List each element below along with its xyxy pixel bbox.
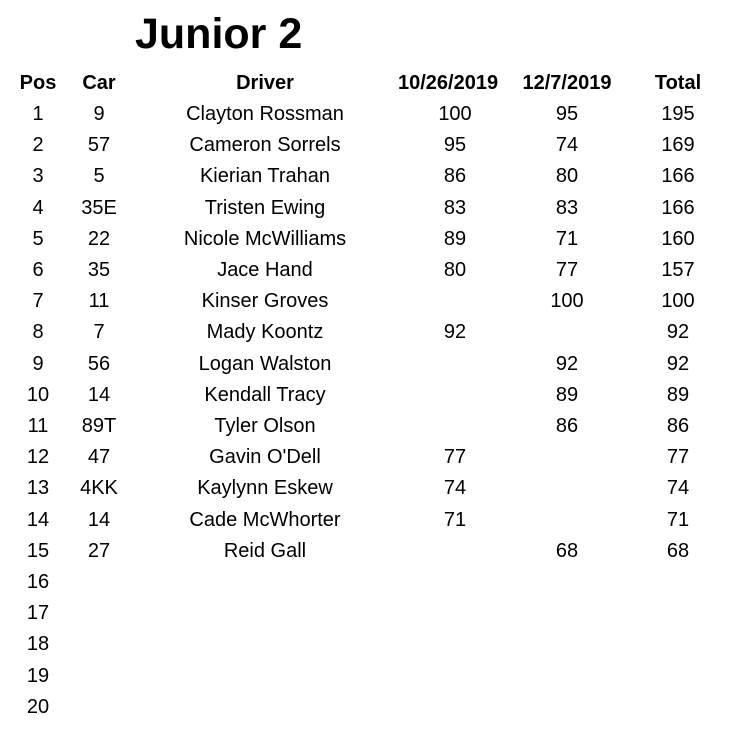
cell-date-2-points [512, 473, 622, 504]
cell-driver: Kierian Trahan [199, 165, 331, 188]
cell-date-2-points: 77 [555, 259, 579, 281]
cell-driver: Kinser Groves [201, 290, 329, 313]
cell-car [68, 692, 130, 723]
cell-driver: Kendall Tracy [204, 383, 326, 406]
cell-driver: Logan Walston [198, 352, 332, 375]
cell-car: 35E [81, 196, 117, 219]
table-row [0, 661, 733, 692]
table-row [0, 567, 733, 598]
page-title: Junior 2 [135, 10, 303, 58]
cell-date-2-points: 86 [555, 415, 579, 437]
cell-date-1-points: 89 [443, 227, 467, 250]
cell-date-1-points [398, 411, 512, 442]
table-row [0, 536, 733, 567]
table-row [0, 411, 733, 442]
cell-pos: 11 [27, 415, 49, 437]
cell-total [622, 567, 733, 598]
cell-car: 22 [87, 227, 111, 250]
cell-date-1-points [398, 536, 512, 567]
cell-car: 47 [87, 446, 111, 469]
cell-driver [145, 598, 385, 629]
cell-total: 157 [661, 259, 695, 281]
cell-driver: Nicole McWilliams [183, 227, 347, 250]
cell-pos: 12 [26, 446, 50, 469]
cell-car: 14 [87, 383, 111, 406]
cell-total: 166 [661, 165, 695, 188]
cell-pos: 9 [32, 352, 44, 375]
cell-car: 5 [93, 165, 105, 188]
cell-pos: 10 [26, 383, 50, 406]
table-row [0, 380, 733, 411]
table-row [0, 255, 733, 286]
table-row [0, 629, 733, 660]
table-row [0, 286, 733, 317]
cell-car [68, 629, 130, 660]
cell-date-2-points [512, 567, 622, 598]
cell-date-1-points [398, 567, 512, 598]
cell-driver: Tyler Olson [214, 415, 316, 437]
cell-date-2-points: 68 [555, 539, 579, 562]
cell-car: 11 [88, 290, 110, 313]
header-date-1: 10/26/2019 [398, 72, 499, 94]
cell-pos: 16 [26, 571, 50, 593]
cell-pos: 3 [32, 165, 44, 188]
cell-driver: Jace Hand [217, 259, 313, 281]
cell-driver: Cameron Sorrels [189, 134, 341, 157]
cell-total: 92 [666, 321, 690, 344]
header-total: Total [654, 72, 702, 94]
cell-car: 4KK [80, 477, 118, 500]
cell-date-2-points: 89 [555, 383, 579, 406]
cell-pos: 15 [26, 539, 50, 562]
cell-total: 86 [666, 415, 690, 437]
cell-date-2-points [512, 598, 622, 629]
table-row [0, 692, 733, 723]
cell-pos: 5 [32, 227, 44, 250]
cell-date-1-points [398, 661, 512, 692]
cell-date-1-points [398, 380, 512, 411]
cell-date-1-points: 92 [443, 321, 467, 344]
cell-car [68, 598, 130, 629]
table-row [0, 598, 733, 629]
cell-date-1-points [398, 286, 512, 317]
cell-pos: 6 [32, 259, 44, 281]
table-row [0, 505, 733, 536]
cell-total: 71 [666, 508, 690, 531]
cell-driver [145, 567, 385, 598]
cell-pos: 2 [32, 134, 44, 157]
cell-total: 68 [666, 539, 690, 562]
header-car: Car [82, 72, 116, 94]
cell-car: 27 [87, 539, 111, 562]
cell-car: 56 [87, 352, 111, 375]
cell-driver [145, 661, 385, 692]
cell-total: 169 [661, 134, 695, 157]
cell-date-1-points [398, 692, 512, 723]
cell-date-1-points [398, 629, 512, 660]
table-row [0, 349, 733, 380]
cell-date-1-points [398, 598, 512, 629]
cell-date-1-points: 83 [443, 196, 467, 219]
cell-car [68, 567, 130, 598]
cell-pos: 13 [26, 477, 50, 500]
cell-total: 92 [666, 352, 690, 375]
table-row [0, 130, 733, 161]
table-header-row [0, 68, 733, 99]
cell-pos: 4 [32, 196, 44, 219]
cell-driver: Tristen Ewing [204, 196, 326, 219]
cell-total: 89 [666, 383, 690, 406]
cell-driver: Cade McWhorter [189, 508, 341, 531]
cell-driver: Gavin O'Dell [209, 446, 321, 469]
table-row [0, 473, 733, 504]
cell-date-1-points: 100 [438, 103, 472, 125]
table-row [0, 161, 733, 192]
cell-date-1-points: 71 [443, 508, 467, 531]
table-row [0, 442, 733, 473]
cell-driver: Kaylynn Eskew [197, 477, 333, 500]
table-row [0, 317, 733, 348]
cell-driver: Reid Gall [223, 539, 307, 562]
cell-total: 160 [661, 227, 695, 250]
cell-car: 57 [87, 134, 111, 157]
cell-date-2-points [512, 661, 622, 692]
table-row [0, 224, 733, 255]
cell-date-2-points: 92 [555, 352, 579, 375]
table-row [0, 99, 733, 130]
header-date-2: 12/7/2019 [522, 72, 612, 94]
cell-car: 89T [81, 415, 117, 437]
cell-total: 166 [661, 196, 695, 219]
cell-date-1-points: 80 [443, 259, 467, 281]
cell-total [622, 661, 733, 692]
cell-date-2-points [512, 629, 622, 660]
cell-total: 195 [661, 103, 695, 125]
cell-date-2-points [512, 442, 622, 473]
cell-date-1-points: 95 [443, 134, 467, 157]
cell-date-1-points: 77 [443, 446, 467, 469]
cell-total [622, 629, 733, 660]
cell-car: 7 [93, 321, 105, 344]
cell-date-2-points: 80 [555, 165, 579, 188]
cell-pos: 8 [32, 321, 44, 344]
cell-date-2-points: 83 [555, 196, 579, 219]
cell-pos: 1 [32, 103, 44, 125]
header-driver: Driver [236, 72, 294, 94]
cell-pos: 17 [26, 602, 50, 625]
header-pos: Pos [19, 72, 57, 94]
cell-date-2-points: 74 [555, 134, 579, 157]
cell-total [622, 598, 733, 629]
cell-total [622, 692, 733, 723]
cell-date-1-points [398, 349, 512, 380]
cell-total: 74 [666, 477, 690, 500]
cell-car: 14 [87, 508, 111, 531]
cell-date-1-points: 86 [443, 165, 467, 188]
cell-total: 100 [661, 290, 695, 313]
cell-date-2-points [512, 505, 622, 536]
cell-driver [145, 629, 385, 660]
cell-driver: Clayton Rossman [186, 103, 344, 125]
cell-pos: 14 [26, 508, 50, 531]
cell-car: 35 [87, 259, 111, 281]
cell-driver [145, 692, 385, 723]
cell-date-2-points: 100 [550, 290, 584, 313]
cell-car: 9 [93, 103, 105, 125]
table-row [0, 193, 733, 224]
cell-total: 77 [666, 446, 690, 469]
cell-date-2-points: 71 [555, 227, 579, 250]
cell-date-2-points [512, 317, 622, 348]
cell-pos: 18 [26, 633, 50, 656]
cell-pos: 7 [32, 290, 44, 313]
cell-pos: 20 [26, 695, 50, 718]
cell-date-2-points: 95 [555, 103, 579, 125]
cell-car [68, 661, 130, 692]
cell-pos: 19 [26, 664, 50, 687]
cell-date-2-points [512, 692, 622, 723]
cell-driver: Mady Koontz [206, 321, 324, 344]
cell-date-1-points: 74 [443, 477, 467, 500]
